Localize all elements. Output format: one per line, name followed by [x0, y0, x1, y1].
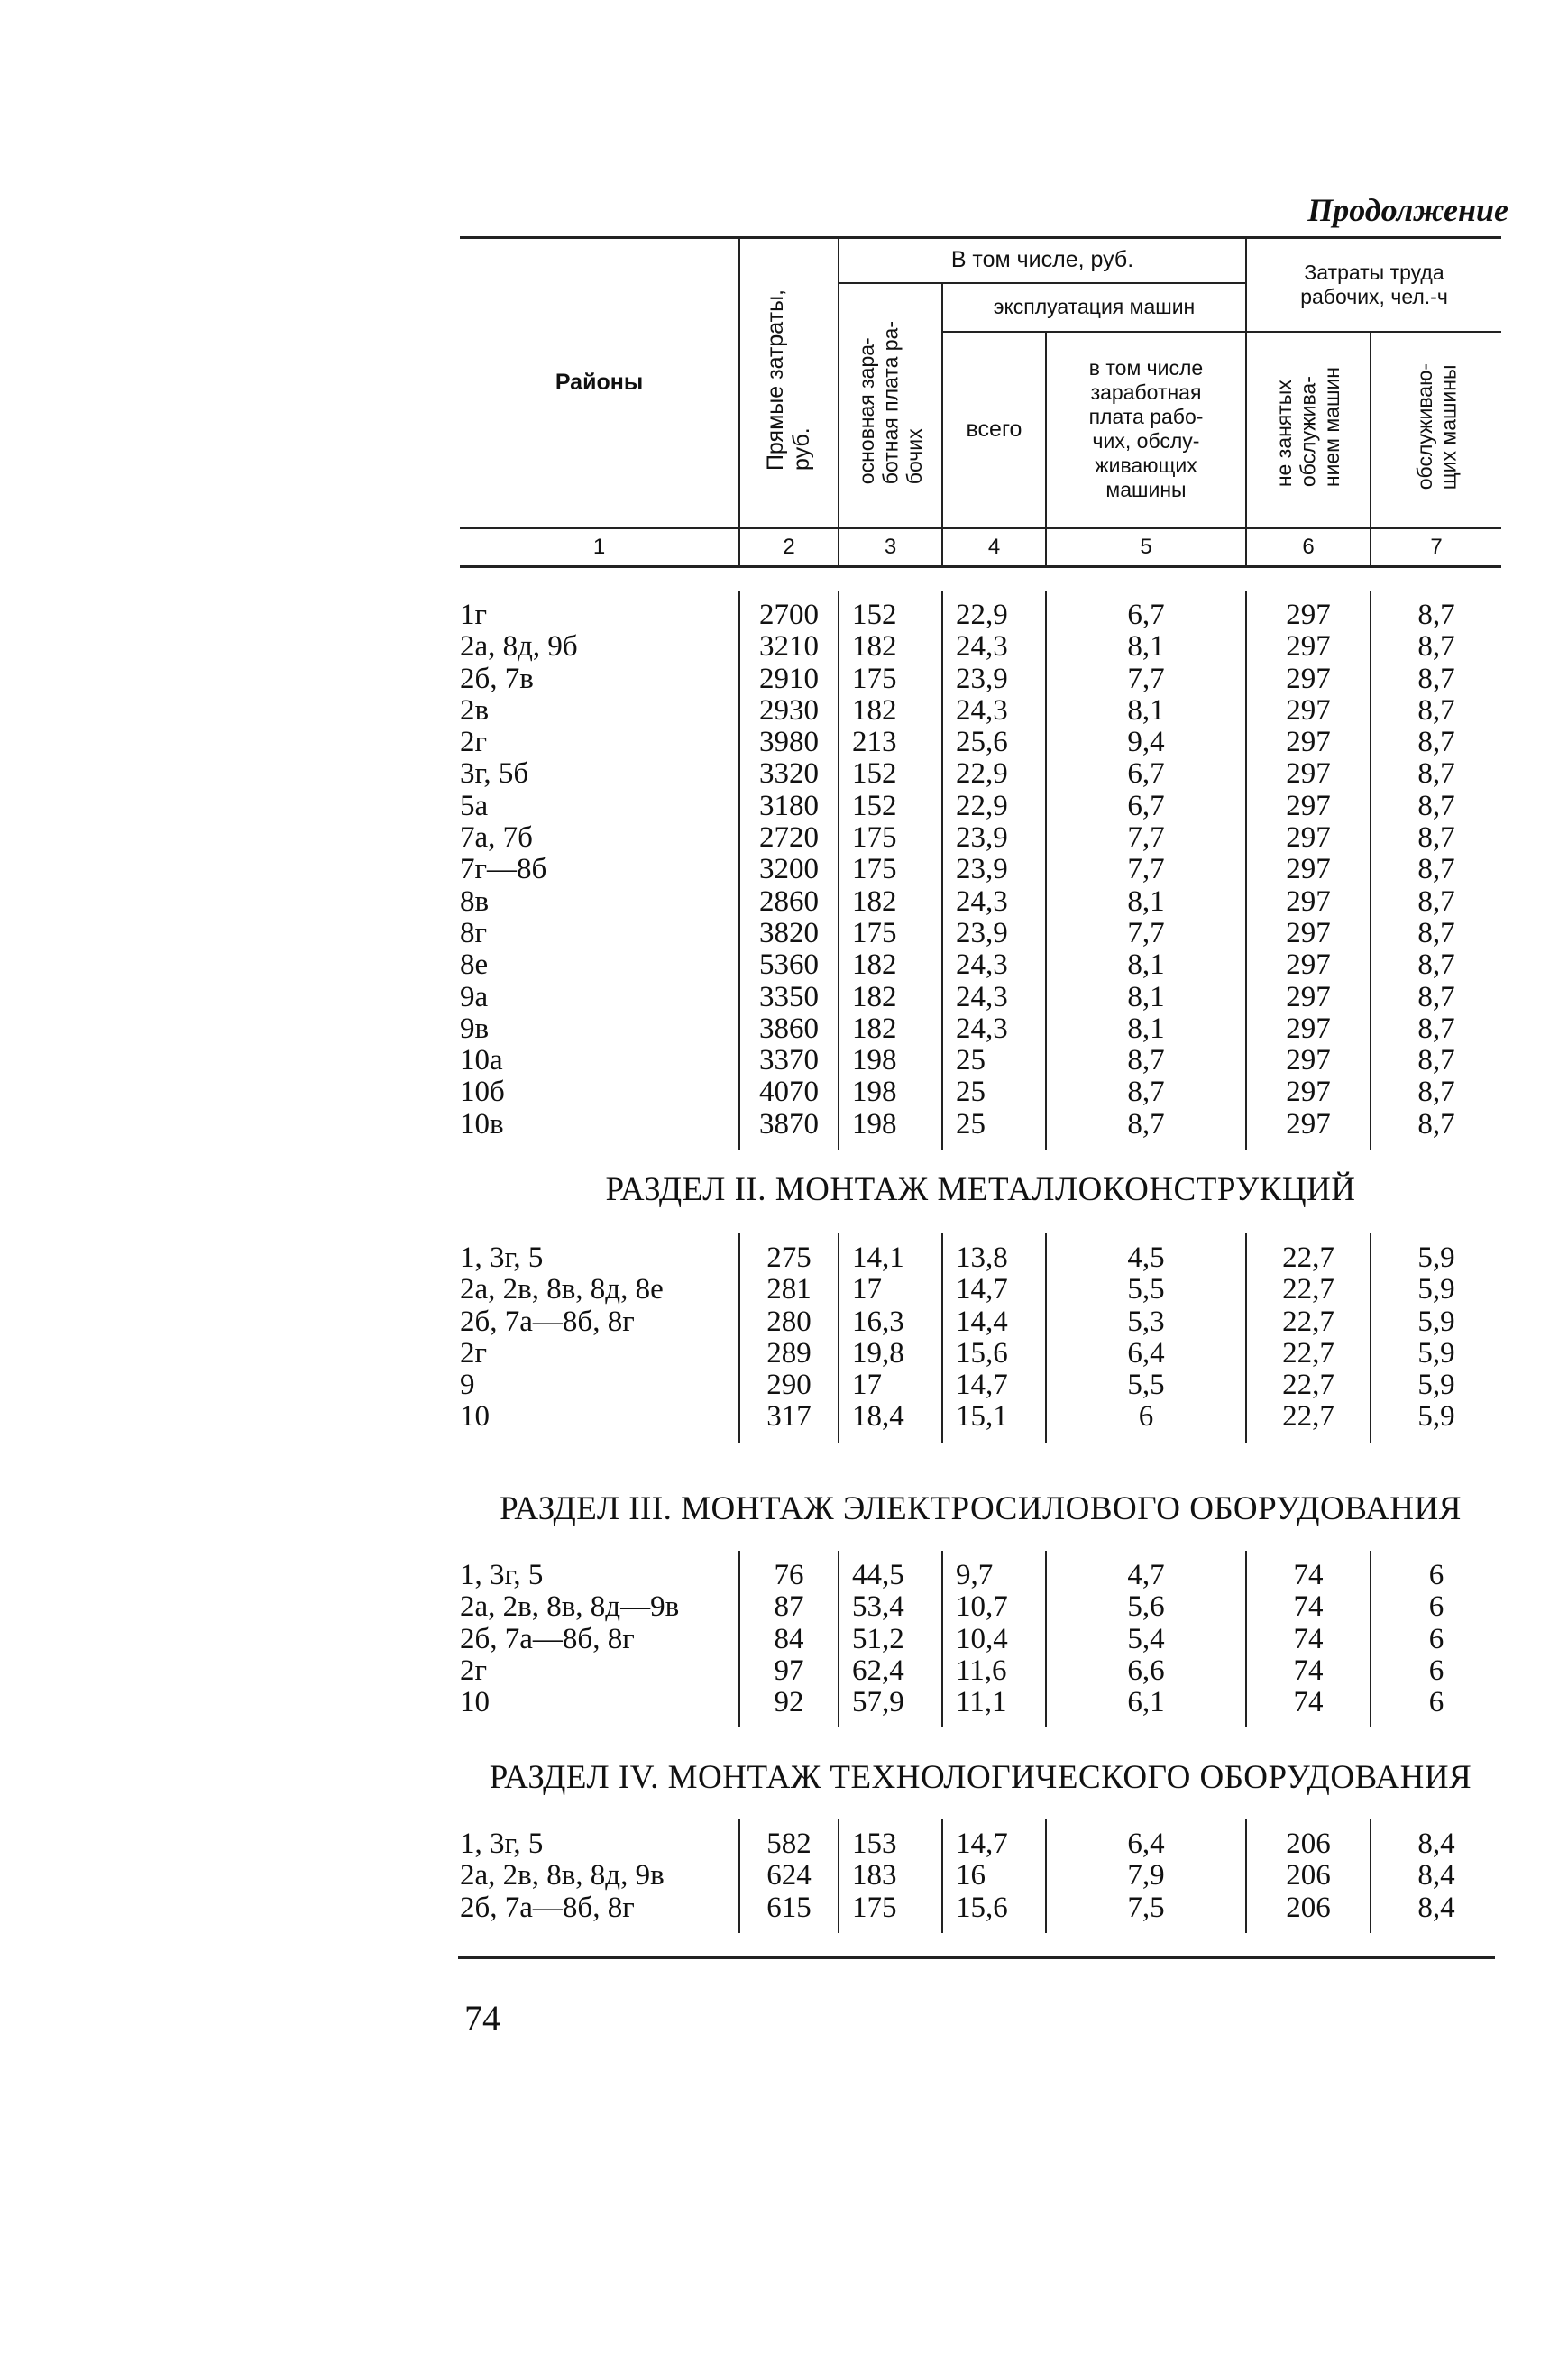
value-cell: 297 [1246, 664, 1371, 695]
district-cell: 7а, 7б [460, 821, 533, 855]
value-cell: 2930 [739, 695, 839, 727]
district-cell: 5а [460, 789, 489, 822]
value-cell: 297 [1246, 918, 1371, 949]
value-cell: 8,7 [1371, 664, 1501, 695]
district-cell: 9 [460, 1369, 475, 1402]
value-cell: 18,4 [839, 1401, 942, 1433]
header-direct-costs: Прямые затраты, руб. [739, 238, 839, 528]
value-cell: 182 [839, 695, 942, 727]
value-cell: 152 [839, 600, 942, 631]
data-table [460, 1551, 1501, 1727]
table-row [460, 1401, 1501, 1433]
value-cell: 297 [1246, 791, 1371, 822]
value-cell: 8,4 [1371, 1860, 1501, 1892]
value-cell: 25 [942, 1045, 1046, 1077]
table-row [460, 1828, 1501, 1860]
value-cell: 297 [1246, 886, 1371, 918]
district-cell: 8в [460, 884, 490, 918]
value-cell: 582 [739, 1828, 839, 1860]
value-cell: 8,1 [1046, 631, 1246, 663]
value-cell: 6 [1371, 1560, 1501, 1591]
table-row [460, 1860, 1501, 1892]
value-cell: 297 [1246, 822, 1371, 854]
value-cell: 19,8 [839, 1338, 942, 1370]
table-row [460, 727, 1501, 758]
district-cell: 7г—8б [460, 853, 547, 886]
header-base-wages: основная зара- ботная плата ра- бочих [839, 283, 942, 528]
value-cell: 24,3 [942, 695, 1046, 727]
table-row [460, 1306, 1501, 1338]
value-cell: 24,3 [942, 886, 1046, 918]
value-cell: 2700 [739, 600, 839, 631]
table-row [460, 1013, 1501, 1045]
value-cell: 5,5 [1046, 1274, 1246, 1306]
value-cell: 9,4 [1046, 727, 1246, 758]
district-cell: 10в [460, 1107, 504, 1141]
value-cell: 74 [1246, 1624, 1371, 1655]
value-cell: 289 [739, 1338, 839, 1370]
value-cell: 23,9 [942, 918, 1046, 949]
table-header [460, 236, 1501, 568]
value-cell: 23,9 [942, 854, 1046, 885]
value-cell: 74 [1246, 1655, 1371, 1687]
value-cell: 8,7 [1371, 1045, 1501, 1077]
value-cell: 297 [1246, 600, 1371, 631]
value-cell: 4070 [739, 1077, 839, 1108]
table-row [460, 982, 1501, 1013]
value-cell: 2720 [739, 822, 839, 854]
value-cell: 14,4 [942, 1306, 1046, 1338]
value-cell: 16,3 [839, 1306, 942, 1338]
value-cell: 8,1 [1046, 695, 1246, 727]
value-cell: 3820 [739, 918, 839, 949]
value-cell: 6,7 [1046, 791, 1246, 822]
table-row [460, 1242, 1501, 1274]
section-title: РАЗДЕЛ III. МОНТАЖ ЭЛЕКТРОСИЛОВОГО ОБОРУДОВАНИЯ [500, 1490, 1462, 1527]
value-cell: 183 [839, 1860, 942, 1892]
table-row [460, 1338, 1501, 1370]
section-title: РАЗДЕЛ II. МОНТАЖ МЕТАЛЛОКОНСТРУКЦИЙ [605, 1171, 1356, 1208]
value-cell: 62,4 [839, 1655, 942, 1687]
value-cell: 74 [1246, 1687, 1371, 1718]
value-cell: 8,7 [1046, 1109, 1246, 1141]
value-cell: 182 [839, 631, 942, 663]
value-cell: 8,7 [1371, 982, 1501, 1013]
value-cell: 297 [1246, 727, 1371, 758]
value-cell: 8,7 [1371, 1109, 1501, 1141]
value-cell: 14,7 [942, 1370, 1046, 1401]
table-row [460, 1560, 1501, 1591]
value-cell: 5,9 [1371, 1370, 1501, 1401]
value-cell: 152 [839, 758, 942, 790]
col-number: 7 [1371, 528, 1501, 567]
value-cell: 9,7 [942, 1560, 1046, 1591]
value-cell: 8,1 [1046, 886, 1246, 918]
col-number: 2 [739, 528, 839, 567]
value-cell: 6 [1046, 1401, 1246, 1433]
value-cell: 76 [739, 1560, 839, 1591]
value-cell: 17 [839, 1274, 942, 1306]
value-cell: 6 [1371, 1655, 1501, 1687]
value-cell: 6,1 [1046, 1687, 1246, 1718]
value-cell: 15,6 [942, 1338, 1046, 1370]
value-cell: 14,7 [942, 1274, 1046, 1306]
value-cell: 3180 [739, 791, 839, 822]
value-cell: 297 [1246, 631, 1371, 663]
value-cell: 213 [839, 727, 942, 758]
district-cell: 2г [460, 726, 488, 759]
value-cell: 23,9 [942, 664, 1046, 695]
value-cell: 87 [739, 1591, 839, 1623]
value-cell: 14,7 [942, 1828, 1046, 1860]
section-title: РАЗДЕЛ IV. МОНТАЖ ТЕХНОЛОГИЧЕСКОГО ОБОРУДОВАНИЯ [489, 1759, 1472, 1796]
continuation-label: Продолжение [1307, 192, 1508, 228]
value-cell: 57,9 [839, 1687, 942, 1718]
value-cell: 297 [1246, 1013, 1371, 1045]
table-row [460, 1687, 1501, 1718]
header-group-main: В том числе, руб. [839, 238, 1246, 283]
header-labor-machines: обслуживаю- щих машины [1371, 332, 1501, 528]
value-cell: 5,3 [1046, 1306, 1246, 1338]
value-cell: 5360 [739, 949, 839, 981]
value-cell: 624 [739, 1860, 839, 1892]
value-cell: 198 [839, 1077, 942, 1108]
value-cell: 97 [739, 1655, 839, 1687]
header-group-labor: Затраты труда рабочих, чел.-ч [1246, 238, 1501, 332]
district-cell: 9а [460, 980, 489, 1013]
value-cell: 7,5 [1046, 1892, 1246, 1924]
value-cell: 24,3 [942, 631, 1046, 663]
value-cell: 22,7 [1246, 1242, 1371, 1274]
value-cell: 182 [839, 949, 942, 981]
col-number: 3 [839, 528, 942, 567]
district-cell: 2б, 7а—8б, 8г [460, 1305, 635, 1338]
table-row [460, 791, 1501, 822]
value-cell: 3200 [739, 854, 839, 885]
col-number: 4 [942, 528, 1046, 567]
value-cell: 6,4 [1046, 1338, 1246, 1370]
value-cell: 6,7 [1046, 600, 1246, 631]
table-row [460, 822, 1501, 854]
value-cell: 7,7 [1046, 664, 1246, 695]
table-row [460, 1045, 1501, 1077]
district-cell: 8е [460, 948, 489, 982]
value-cell: 175 [839, 664, 942, 695]
value-cell: 8,7 [1371, 727, 1501, 758]
value-cell: 3370 [739, 1045, 839, 1077]
district-cell: 2б, 7в [460, 662, 534, 695]
value-cell: 275 [739, 1242, 839, 1274]
value-cell: 175 [839, 854, 942, 885]
data-table [460, 1233, 1501, 1443]
value-cell: 8,7 [1371, 854, 1501, 885]
data-table [460, 1819, 1501, 1933]
table-row [460, 918, 1501, 949]
value-cell: 25,6 [942, 727, 1046, 758]
value-cell: 22,9 [942, 791, 1046, 822]
value-cell: 22,7 [1246, 1401, 1371, 1433]
value-cell: 8,1 [1046, 949, 1246, 981]
col-number: 1 [460, 528, 739, 567]
value-cell: 3980 [739, 727, 839, 758]
value-cell: 2910 [739, 664, 839, 695]
table-row [460, 854, 1501, 885]
table-row [460, 1892, 1501, 1924]
value-cell: 6 [1371, 1687, 1501, 1718]
district-cell: 2а, 2в, 8в, 8д, 8е [460, 1273, 664, 1306]
value-cell: 5,9 [1371, 1274, 1501, 1306]
district-cell: 2а, 2в, 8в, 8д, 9в [460, 1859, 665, 1892]
value-cell: 3350 [739, 982, 839, 1013]
value-cell: 8,7 [1371, 918, 1501, 949]
value-cell: 53,4 [839, 1591, 942, 1623]
value-cell: 23,9 [942, 822, 1046, 854]
district-cell: 2г [460, 1336, 488, 1370]
value-cell: 25 [942, 1109, 1046, 1141]
district-cell: 2б, 7а—8б, 8г [460, 1622, 635, 1655]
value-cell: 15,1 [942, 1401, 1046, 1433]
value-cell: 8,7 [1371, 631, 1501, 663]
value-cell: 6 [1371, 1624, 1501, 1655]
value-cell: 15,6 [942, 1892, 1046, 1924]
district-cell: 2а, 8д, 9б [460, 630, 578, 664]
header-machines-wages: в том числе заработная плата рабо- чих, обслу- живающих машины [1046, 332, 1246, 528]
value-cell: 297 [1246, 982, 1371, 1013]
value-cell: 2860 [739, 886, 839, 918]
value-cell: 5,6 [1046, 1591, 1246, 1623]
value-cell: 8,7 [1371, 600, 1501, 631]
district-cell: 9в [460, 1012, 490, 1045]
value-cell: 24,3 [942, 982, 1046, 1013]
value-cell: 5,9 [1371, 1401, 1501, 1433]
value-cell: 22,7 [1246, 1370, 1371, 1401]
value-cell: 7,7 [1046, 918, 1246, 949]
value-cell: 4,5 [1046, 1242, 1246, 1274]
value-cell: 7,9 [1046, 1860, 1246, 1892]
value-cell: 182 [839, 886, 942, 918]
header-column-numbers [460, 528, 1501, 567]
table-row [460, 1655, 1501, 1687]
value-cell: 5,9 [1371, 1306, 1501, 1338]
value-cell: 17 [839, 1370, 942, 1401]
value-cell: 7,7 [1046, 854, 1246, 885]
value-cell: 8,7 [1371, 949, 1501, 981]
header-group-machines: эксплуатация машин [942, 283, 1246, 332]
value-cell: 74 [1246, 1560, 1371, 1591]
value-cell: 4,7 [1046, 1560, 1246, 1591]
district-cell: 10 [460, 1400, 490, 1434]
col-number: 6 [1246, 528, 1371, 567]
value-cell: 615 [739, 1892, 839, 1924]
value-cell: 280 [739, 1306, 839, 1338]
table-row [460, 758, 1501, 790]
value-cell: 16 [942, 1860, 1046, 1892]
value-cell: 84 [739, 1624, 839, 1655]
value-cell: 8,7 [1371, 758, 1501, 790]
district-cell: 1г [460, 599, 488, 631]
value-cell: 182 [839, 1013, 942, 1045]
district-cell: 2а, 2в, 8в, 8д—9в [460, 1590, 680, 1624]
value-cell: 198 [839, 1045, 942, 1077]
value-cell: 8,7 [1046, 1077, 1246, 1108]
value-cell: 297 [1246, 854, 1371, 885]
district-cell: 1, 3г, 5 [460, 1242, 544, 1274]
value-cell: 206 [1246, 1828, 1371, 1860]
value-cell: 22,7 [1246, 1306, 1371, 1338]
value-cell: 175 [839, 1892, 942, 1924]
table-row [460, 886, 1501, 918]
value-cell: 22,9 [942, 758, 1046, 790]
page-number: 74 [464, 1998, 500, 2039]
value-cell: 10,7 [942, 1591, 1046, 1623]
value-cell: 8,7 [1046, 1045, 1246, 1077]
district-cell: 1, 3г, 5 [460, 1559, 544, 1591]
value-cell: 3860 [739, 1013, 839, 1045]
data-table [460, 591, 1501, 1150]
header-districts: Районы [460, 238, 739, 528]
table-row [460, 1591, 1501, 1623]
value-cell: 153 [839, 1828, 942, 1860]
value-cell: 6,6 [1046, 1655, 1246, 1687]
value-cell: 8,4 [1371, 1828, 1501, 1860]
table-row [460, 1077, 1501, 1108]
value-cell: 8,7 [1371, 886, 1501, 918]
header-machines-total: всего [942, 332, 1046, 528]
value-cell: 8,7 [1371, 791, 1501, 822]
value-cell: 297 [1246, 1077, 1371, 1108]
value-cell: 10,4 [942, 1624, 1046, 1655]
value-cell: 8,7 [1371, 695, 1501, 727]
district-cell: 10 [460, 1686, 490, 1719]
value-cell: 14,1 [839, 1242, 942, 1274]
value-cell: 317 [739, 1401, 839, 1433]
value-cell: 175 [839, 822, 942, 854]
value-cell: 22,7 [1246, 1274, 1371, 1306]
value-cell: 8,7 [1371, 1013, 1501, 1045]
value-cell: 206 [1246, 1892, 1371, 1924]
table-row [460, 600, 1501, 631]
district-cell: 2г [460, 1654, 488, 1687]
value-cell: 5,5 [1046, 1370, 1246, 1401]
table-row [460, 1624, 1501, 1655]
value-cell: 6 [1371, 1591, 1501, 1623]
district-cell: 2в [460, 693, 490, 727]
value-cell: 6,7 [1046, 758, 1246, 790]
value-cell: 6,4 [1046, 1828, 1246, 1860]
value-cell: 3320 [739, 758, 839, 790]
value-cell: 8,7 [1371, 1077, 1501, 1108]
value-cell: 297 [1246, 949, 1371, 981]
value-cell: 5,9 [1371, 1338, 1501, 1370]
value-cell: 22,7 [1246, 1338, 1371, 1370]
value-cell: 5,9 [1371, 1242, 1501, 1274]
value-cell: 3210 [739, 631, 839, 663]
district-cell: 10б [460, 1076, 505, 1109]
bottom-rule [458, 1956, 1495, 1959]
table-row [460, 695, 1501, 727]
value-cell: 175 [839, 918, 942, 949]
value-cell: 22,9 [942, 600, 1046, 631]
value-cell: 44,5 [839, 1560, 942, 1591]
value-cell: 5,4 [1046, 1624, 1246, 1655]
value-cell: 152 [839, 791, 942, 822]
value-cell: 7,7 [1046, 822, 1246, 854]
district-cell: 10а [460, 1044, 503, 1077]
district-cell: 8г [460, 916, 488, 949]
value-cell: 51,2 [839, 1624, 942, 1655]
table-row [460, 631, 1501, 663]
table-row [460, 664, 1501, 695]
table-row [460, 1274, 1501, 1306]
value-cell: 8,1 [1046, 982, 1246, 1013]
value-cell: 182 [839, 982, 942, 1013]
value-cell: 11,1 [942, 1687, 1046, 1718]
district-cell: 2б, 7а—8б, 8г [460, 1891, 635, 1924]
table-row [460, 1370, 1501, 1401]
value-cell: 297 [1246, 1109, 1371, 1141]
district-cell: 3г, 5б [460, 757, 529, 791]
table-row [460, 949, 1501, 981]
value-cell: 24,3 [942, 1013, 1046, 1045]
value-cell: 297 [1246, 758, 1371, 790]
value-cell: 297 [1246, 1045, 1371, 1077]
value-cell: 74 [1246, 1591, 1371, 1623]
value-cell: 290 [739, 1370, 839, 1401]
value-cell: 11,6 [942, 1655, 1046, 1687]
header-labor-not-machines: не занятых обслужива- нием машин [1246, 332, 1371, 528]
value-cell: 92 [739, 1687, 839, 1718]
value-cell: 8,1 [1046, 1013, 1246, 1045]
value-cell: 8,7 [1371, 822, 1501, 854]
col-number: 5 [1046, 528, 1246, 567]
value-cell: 206 [1246, 1860, 1371, 1892]
value-cell: 198 [839, 1109, 942, 1141]
district-cell: 1, 3г, 5 [460, 1828, 544, 1860]
value-cell: 297 [1246, 695, 1371, 727]
value-cell: 24,3 [942, 949, 1046, 981]
value-cell: 25 [942, 1077, 1046, 1108]
value-cell: 281 [739, 1274, 839, 1306]
value-cell: 13,8 [942, 1242, 1046, 1274]
table-row [460, 1109, 1501, 1141]
value-cell: 3870 [739, 1109, 839, 1141]
value-cell: 8,4 [1371, 1892, 1501, 1924]
